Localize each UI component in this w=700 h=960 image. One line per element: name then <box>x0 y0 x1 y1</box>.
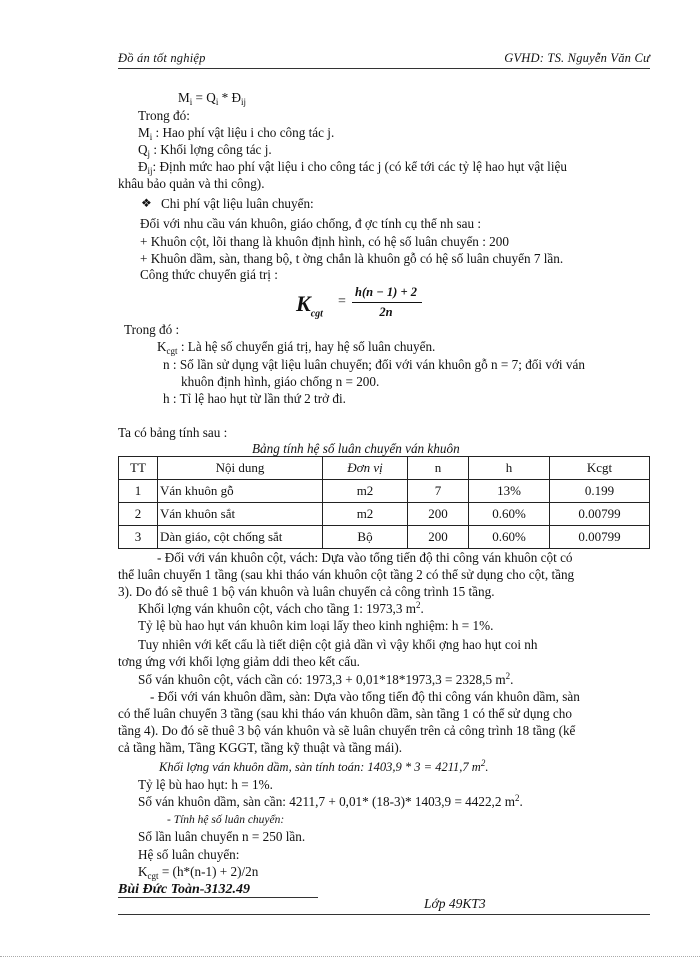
text-line: $M_i$ : Hao phí vật liệu i cho công tác j. <box>138 125 335 142</box>
kcgt-formula <box>296 284 416 320</box>
text-line: + Khuôn dầm, sàn, thang bộ, t ờng chắn là khuôn gỗ có hệ số luân chuyển 7 lần. <box>140 251 564 266</box>
text-line: - Đối với ván khuôn dầm, sàn: Dựa vào tổng tiến độ thi công ván khuôn dầm, sàn <box>150 689 580 704</box>
table-cell: Ván khuôn gỗ <box>158 480 323 503</box>
text-line: Khối lợng ván khuôn dầm, sàn tính toán: 1403,9 * 3 = 4211,7 $m^2$. <box>159 758 489 774</box>
table-cell: 7 <box>408 480 469 503</box>
text-line: Trong đó: <box>138 108 190 123</box>
table-cell: 0.00799 <box>550 526 650 549</box>
text-line: Khối lợng ván khuôn cột, vách cho tầng 1: 1973,3 $m^2$. <box>138 600 424 616</box>
text-line: thể luân chuyển 1 tầng (sau khi tháo ván khuôn cột tầng 2 có thể sử dụng cho cột, tầng <box>118 567 575 582</box>
footer-author: Bùi Đức Toàn-3132.49 <box>118 882 250 897</box>
text-line: tơng ứng với khối lợng giảm ddi theo kết cấu. <box>118 654 360 669</box>
footer-class: Lớp 49KT3 <box>424 896 486 911</box>
footer-rule <box>118 914 650 915</box>
text-line: Công thức chuyển giá trị : <box>140 267 278 282</box>
page-edge <box>0 956 700 957</box>
text-line: cả tầng hầm, Tầng KGGT, tầng kỹ thuật và tầng mái). <box>118 740 403 755</box>
text-line: $K_{cgt} = (h*(n-1) + 2)/2n$ <box>138 864 259 881</box>
text-line: - Tính hệ số luân chuyển: <box>167 814 285 826</box>
text-line: Tỷ lệ bù hao hụt ván khuôn kim loại lấy theo kinh nghiệm: h = 1%. <box>138 618 494 633</box>
column-header: Đơn vị <box>323 457 408 480</box>
formula-denominator: 2n <box>379 305 393 319</box>
text-line: h : Tỉ lệ hao hụt từ lần thứ 2 trở đi. <box>163 391 346 406</box>
column-header: h <box>469 457 550 480</box>
table-cell: m2 <box>323 480 408 503</box>
fraction-bar <box>352 302 422 303</box>
text-line: Hệ số luân chuyển: <box>138 847 240 862</box>
text-line: Số ván khuôn dầm, sàn cần: 4211,7 + 0,01* (18-3)* 1403,9 = 4422,2 $m^2$. <box>138 793 523 809</box>
text-line: tầng 4). Do đó sẽ thuê 3 bộ ván khuôn và sẽ luân chuyển trên cả công trình 18 tầng (kể <box>118 723 576 738</box>
table-cell: Bộ <box>323 526 408 549</box>
column-header: Nội dung <box>158 457 323 480</box>
text-line: Tỷ lệ bù hao hụt: h = 1%. <box>138 777 273 792</box>
formula-equals: = <box>338 294 346 309</box>
table-header-row <box>119 457 650 480</box>
table-cell: 1 <box>119 480 158 503</box>
table-row <box>119 526 650 549</box>
table-cell: 0.00799 <box>550 503 650 526</box>
text-line: $K_{cgt}$ : Là hệ số chuyển giá trị, hay hệ số luân chuyển. <box>157 339 436 356</box>
column-header: n <box>408 457 469 480</box>
header-rule <box>118 68 650 69</box>
table-cell: 3 <box>119 526 158 549</box>
text-line: Tuy nhiên với kết cấu là tiết diện cột giả dần vì vậy khối ợng hao hụt coi nh <box>138 637 538 652</box>
column-header: TT <box>119 457 158 480</box>
diamond-bullet-icon: ❖ <box>141 196 152 210</box>
formula-numerator: h(n − 1) + 2 <box>355 285 417 299</box>
footer-rule-left <box>118 897 318 898</box>
table-cell: Ván khuôn sắt <box>158 503 323 526</box>
formula-k: $K_{cgt}$ <box>296 291 323 320</box>
table-cell: 13% <box>469 480 550 503</box>
coefficient-table <box>118 456 650 549</box>
text-line: khâu bảo quản và thi công). <box>118 176 265 191</box>
text-line: 3). Do đó sẽ thuê 1 bộ ván khuôn và luân chuyển cả công trình 15 tầng. <box>118 584 495 599</box>
text-line: có thể luân chuyển 3 tầng (sau khi tháo ván khuôn dầm, sàn tầng 1 có thể sử dụng cho <box>118 706 572 721</box>
text-line: Số ván khuôn cột, vách cần có: 1973,3 + 0,01*18*1973,3 = 2328,5 $m^2$. <box>138 671 514 687</box>
table-cell: 200 <box>408 503 469 526</box>
header-right: GVHD: TS. Nguyễn Văn Cư <box>504 51 650 65</box>
text-line: $Đ_{ij}$: Định mức hao phí vật liệu i cho công tác j (có kể tới các tỷ lệ hao hụt vật liệu <box>138 159 567 176</box>
table-cell: 0.60% <box>469 526 550 549</box>
column-header: Kcgt <box>550 457 650 480</box>
text-line: Số lần luân chuyển n = 250 lần. <box>138 829 306 844</box>
text-line: Chi phí vật liệu luân chuyển: <box>161 196 314 211</box>
table-cell: 2 <box>119 503 158 526</box>
text-line: + Khuôn cột, lõi thang là khuôn định hình, có hệ số luân chuyển : 200 <box>140 234 509 249</box>
table-cell: m2 <box>323 503 408 526</box>
text-line: Trong đó : <box>124 322 180 337</box>
table-cell: Dàn giáo, cột chống sắt <box>158 526 323 549</box>
table-cell: 0.60% <box>469 503 550 526</box>
text-line: Ta có bảng tính sau : <box>118 425 228 440</box>
text-line: $Q_j$ : Khối lợng công tác j. <box>138 142 272 159</box>
header-left: Đồ án tốt nghiệp <box>118 51 206 65</box>
table-title: Bảng tính hệ số luân chuyển ván khuôn <box>252 441 460 456</box>
table-row <box>119 503 650 526</box>
formula-m: $M_i = Q_i$ * $Đ_{ij}$ <box>178 90 247 107</box>
table-cell: 0.199 <box>550 480 650 503</box>
text-line: - Đối với ván khuôn cột, vách: Dựa vào tổng tiến độ thi công ván khuôn cột có <box>157 550 573 565</box>
text-line: khuôn định hình, giáo chống n = 200. <box>181 374 380 389</box>
text-line: Đối với nhu cầu ván khuôn, giáo chống, đ ợc tính cụ thể nh sau : <box>140 216 482 231</box>
table-cell: 200 <box>408 526 469 549</box>
text-line: n : Số lần sử dụng vật liệu luân chuyển; đối với ván khuôn gỗ n = 7; đối với ván <box>163 357 585 372</box>
table-row <box>119 480 650 503</box>
